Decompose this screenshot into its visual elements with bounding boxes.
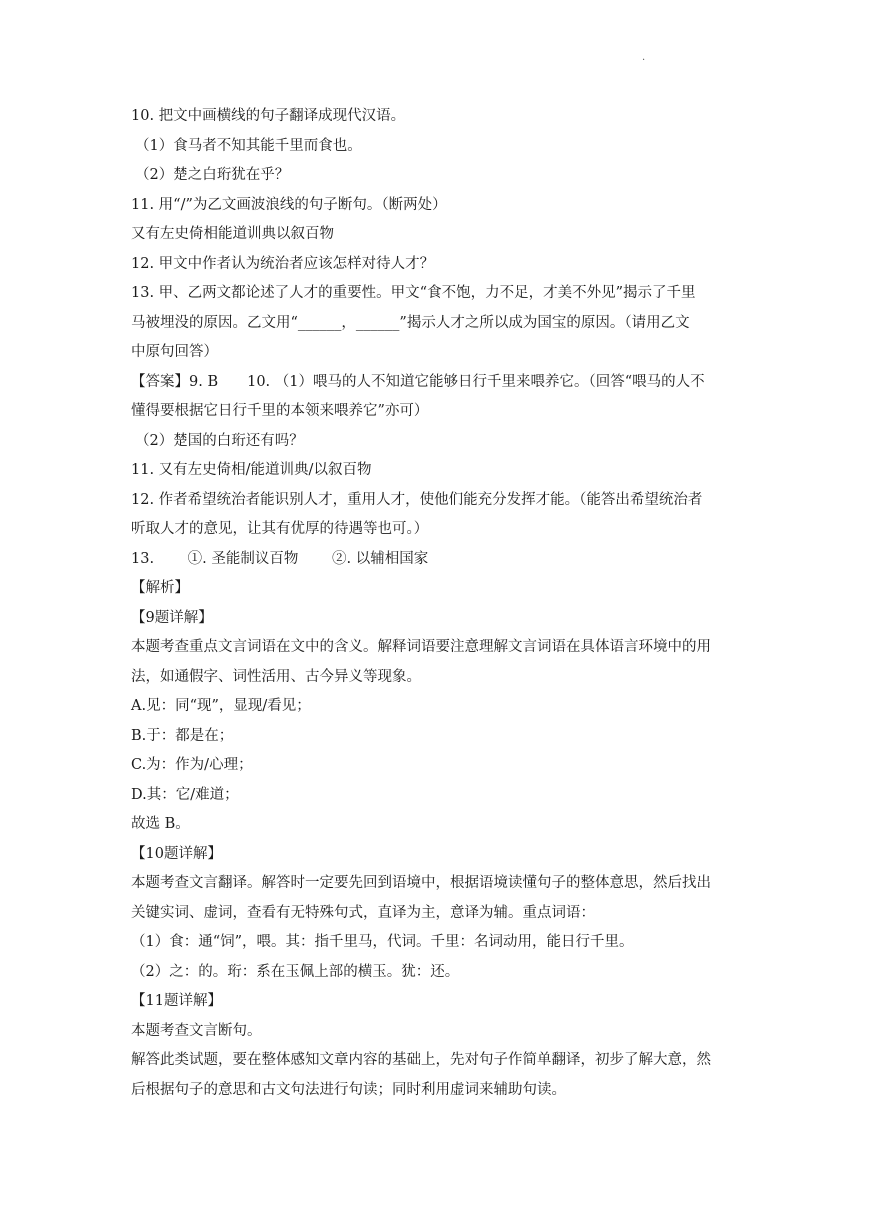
text-line: 【11题详解】 [131,993,222,1009]
text-line: 法，如通假字、词性活用、古今异义等现象。 [131,668,421,685]
text-line: 13. ①. 圣能制议百物 ②. 以辅相国家 [131,550,429,567]
text-line: 听取人才的意见，让其有优厚的待遇等也可。） [131,521,429,537]
text-line: （1）食马者不知其能千里而食也。 [135,137,362,154]
text-line: 后根据句子的意思和古文句法进行句读；同时利用虚词来辅助句读。 [131,1081,566,1098]
text-line: 故选 B。 [131,816,190,832]
text-line: 懂得要根据它日行千里的本领来喂养它”亦可） [131,403,429,419]
text-line: 关键实词、虚词，查看有无特殊句式，直译为主，意译为辅。重点词语： [131,904,595,921]
text-line: C.为：作为/心理； [131,757,253,773]
text-line: A.见：同“现”，显现/看见； [131,698,311,714]
text-line: 又有左史倚相能道训典以叙百物 [131,226,334,242]
text-line: （1）食：通“饲”，喂。其：指千里马，代词。千里：名词动用，能日行千里。 [131,934,634,950]
text-line: 10. 把文中画横线的句子翻译成现代汉语。 [131,108,406,124]
text-line: 本题考查文言断句。 [131,1022,262,1039]
header-mark: . [642,52,646,63]
text-line: 解答此类试题，要在整体感知文章内容的基础上，先对句子作简单翻译，初步了解大意，然 [131,1052,711,1068]
text-line: 11. 又有左史倚相/能道训典/以叙百物 [131,462,372,478]
text-line: 本题考查重点文言词语在文中的含义。解释词语要注意理解文言词语在具体语言环境中的用 [131,639,711,655]
text-line: 【答案】9. B 10. （1）喂马的人不知道它能够日行千里来喂养它。（回答“喂马的人不 [131,373,705,390]
text-line: （2）楚之白珩犹在乎？ [135,167,290,183]
text-line: B.于：都是在； [131,727,234,744]
text-line: （2）楚国的白珩还有吗？ [135,432,304,449]
text-line: 马被埋没的原因。乙文用“______，______”揭示人才之所以成为国宝的原因。（请用乙文 [131,314,690,331]
text-line: 13. 甲、乙两文都论述了人才的重要性。甲文“食不饱，力不足，才美不外见”揭示了千里 [131,285,696,301]
text-line: 本题考查文言翻译。解答时一定要先回到语境中，根据语境读懂句子的整体意思，然后找出 [131,875,711,891]
text-line: 【解析】 [131,580,189,596]
text-line: 【9题详解】 [131,609,213,626]
text-line: 12. 作者希望统治者能识别人才，重用人才，使他们能充分发挥才能。（能答出希望统治者 [131,491,703,508]
document-body [131,102,741,1105]
text-line: 12. 甲文中作者认为统治者应该怎样对待人才？ [131,255,435,272]
text-line: 【10题详解】 [131,845,222,862]
text-line: （2）之：的。珩：系在玉佩上部的横玉。犹：还。 [131,963,460,980]
text-line: 中原句回答） [131,344,218,360]
text-line: D.其：它/难道； [131,786,239,803]
text-line: 11. 用“/”为乙文画波浪线的句子断句。（断两处） [131,196,447,213]
